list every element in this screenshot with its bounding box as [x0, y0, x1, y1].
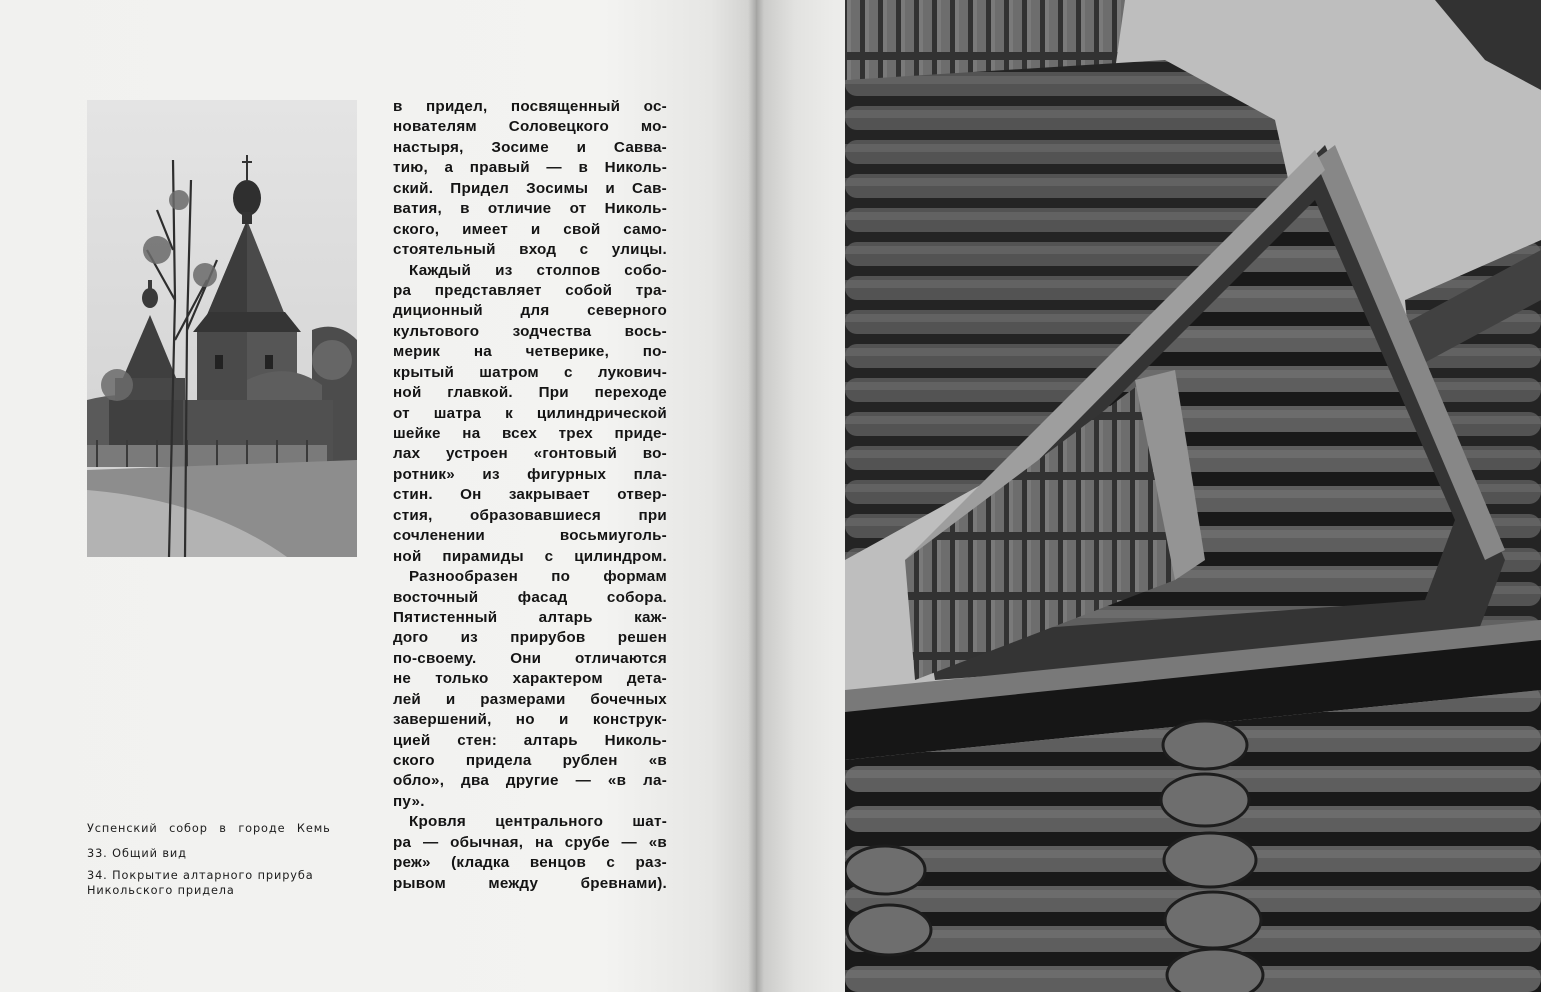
- text-line: ского, имеет и свой само-: [393, 220, 667, 238]
- text-line: обло», два другие — «в ла-: [393, 772, 667, 790]
- text-line: Пятистенный алтарь каж-: [393, 608, 667, 626]
- text-line: реж» (кладка венцов с раз-: [393, 854, 667, 872]
- text-line: мерик на четверике, по-: [393, 343, 667, 361]
- caption-heading: Успенский собор в городе Кемь: [87, 822, 331, 835]
- caption-figure-34: [87, 868, 377, 898]
- text-line: ра — обычная, на срубе — «в: [393, 833, 667, 851]
- text-line: тию, а правый — в Николь-: [393, 159, 667, 177]
- text-line: ротник» из фигурных пла-: [393, 465, 667, 483]
- book-gutter: [748, 0, 764, 992]
- text-line: ский. Придел Зосимы и Сав-: [393, 179, 667, 197]
- left-page: [0, 0, 756, 992]
- text-line: от шатра к цилиндрической: [393, 404, 667, 422]
- text-line: культового зодчества вось-: [393, 322, 667, 340]
- text-line: ной пирамиды с цилиндром.: [393, 547, 667, 565]
- text-line: ной главкой. При переходе: [393, 384, 667, 402]
- text-line: Разнообразен по формам: [409, 568, 667, 586]
- caption-figure-33: 33. Общий вид: [87, 847, 187, 860]
- photo-altar-extension-roof-closeup: [845, 0, 1541, 992]
- caption-figure-34-line-1: 34. Покрытие алтарного прируба: [87, 869, 314, 882]
- text-line: дого из прирубов решен: [393, 629, 667, 647]
- text-line: не только характером дета-: [393, 670, 667, 688]
- text-line: диционный для северного: [393, 302, 667, 320]
- text-line: ского придела рублен «в: [393, 752, 667, 769]
- text-line: сочленении восьмиуголь-: [393, 527, 667, 545]
- text-line: крытый шатром с лукович-: [393, 363, 667, 381]
- text-line: шейке на всех трех приде-: [393, 425, 667, 442]
- caption-figure-34-line-2: Никольского придела: [87, 884, 235, 897]
- text-line: рывом между бревнами).: [393, 874, 667, 892]
- text-line: завершений, но и конструк-: [393, 711, 667, 729]
- text-line: лах устроен «гонтовый во-: [393, 445, 667, 463]
- photo-cathedral-general-view: [87, 100, 357, 557]
- text-line: ватия, в отличие от Николь-: [393, 200, 667, 218]
- text-line: по-своему. Они отличаются: [393, 649, 667, 667]
- text-line: Каждый из столпов собо-: [409, 261, 667, 279]
- text-line: в придел, посвященный ос-: [393, 98, 667, 115]
- figure-captions: [87, 822, 377, 898]
- text-line: восточный фасад собора.: [393, 588, 667, 606]
- text-line: пу».: [393, 792, 425, 810]
- text-line: стия, образовавшиеся при: [393, 506, 667, 524]
- text-line: стин. Он закрывает отвер-: [393, 486, 667, 504]
- text-line: нователям Соловецкого мо-: [393, 118, 667, 136]
- body-text: [393, 97, 667, 894]
- text-line: стоятельный вход с улицы.: [393, 241, 667, 259]
- text-line: цией стен: алтарь Николь-: [393, 731, 667, 749]
- text-line: настыря, Зосиме и Савва-: [393, 138, 667, 156]
- text-line: Кровля центрального шат-: [409, 813, 667, 831]
- text-line: ра представляет собой тра-: [393, 281, 667, 299]
- text-line: лей и размерами бочечных: [393, 690, 667, 708]
